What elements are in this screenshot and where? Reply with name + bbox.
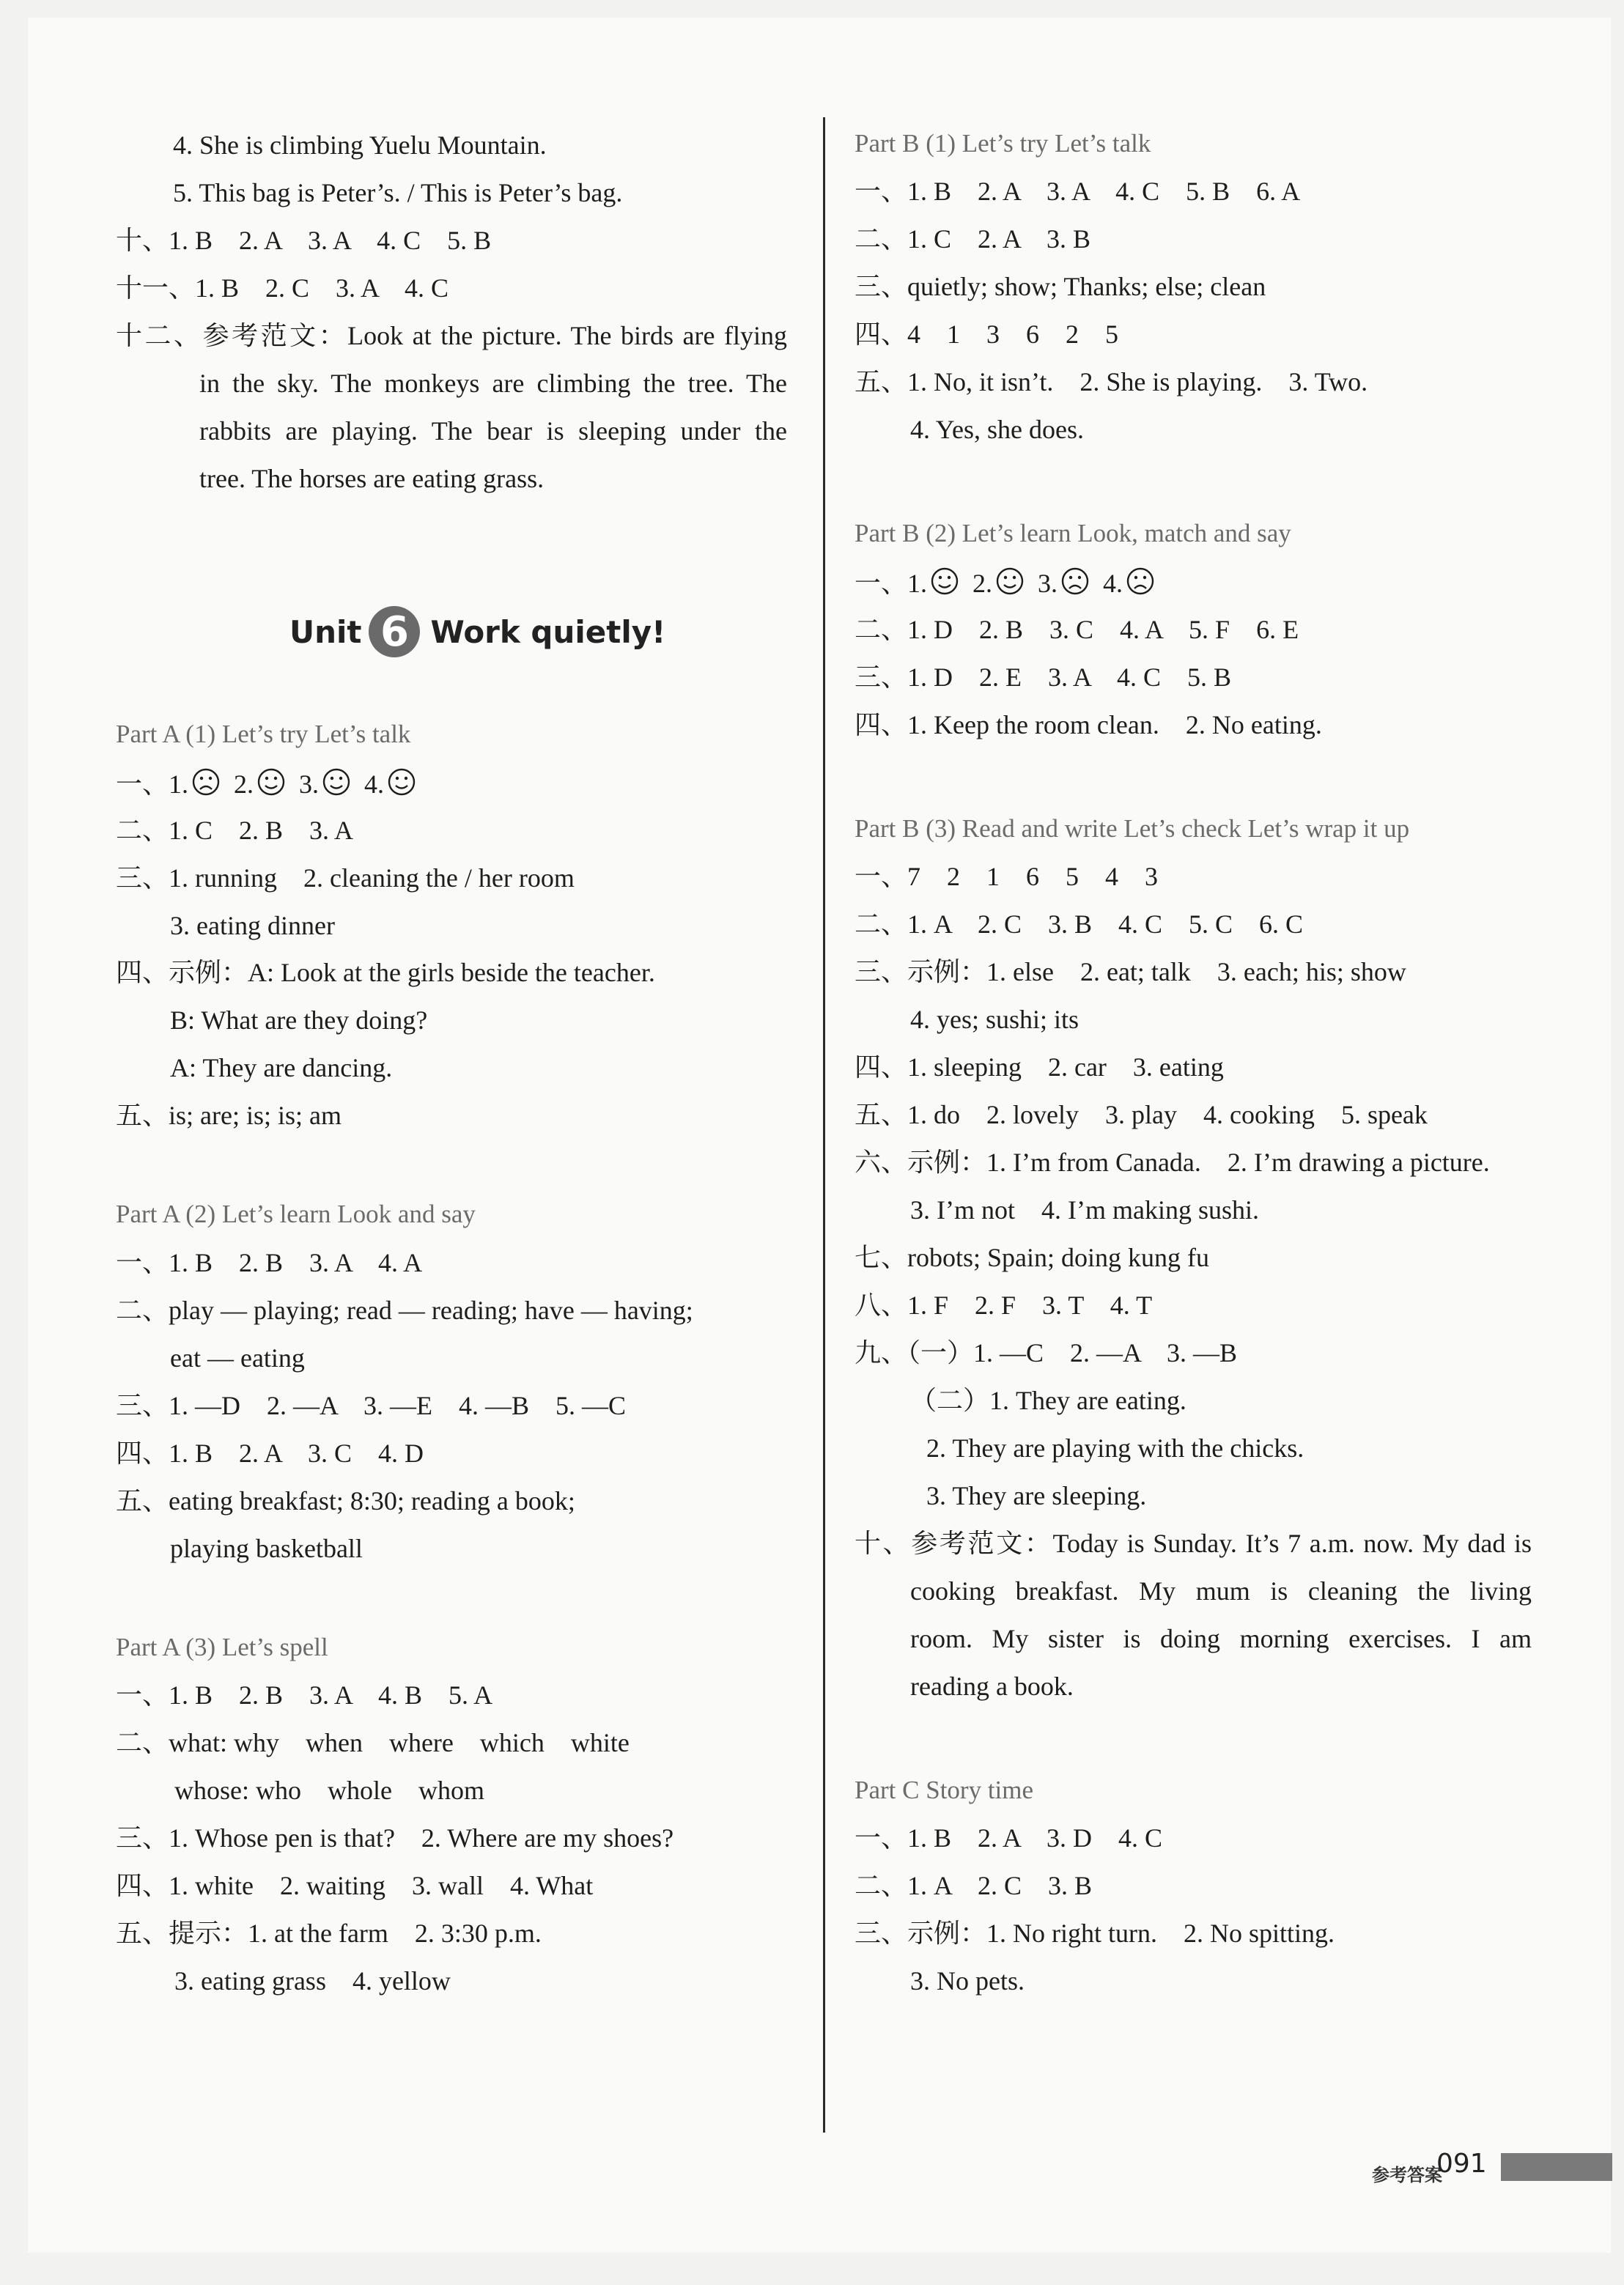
answer-line: 2. They are playing with the chicks.: [926, 1433, 1304, 1463]
section-heading: Part A (1) Let’s try Let’s talk: [116, 720, 411, 748]
answer-line: 三、1. —D 2. —A 3. —E 4. —B 5. —C: [116, 1391, 627, 1420]
answer-line: tree. The horses are eating grass.: [199, 464, 545, 493]
section-heading: Part A (2) Let’s learn Look and say: [116, 1200, 476, 1228]
answer-line: 五、eating breakfast; 8:30; reading a book;: [116, 1486, 575, 1516]
section-heading: Part A (3) Let’s spell: [116, 1633, 328, 1661]
answer-line: 五、is; are; is; is; am: [116, 1101, 342, 1130]
item-number: 4.: [1103, 569, 1123, 598]
answer-line: 3. No pets.: [910, 1966, 1025, 1996]
answer-line: 七、robots; Spain; doing kung fu: [855, 1243, 1209, 1272]
smiley-face-icon: [322, 767, 351, 806]
item-number: 3.: [1038, 569, 1058, 598]
unit-title: [289, 602, 665, 661]
item-number: 1.: [169, 769, 189, 799]
answer-line: 五、提示：1. at the farm 2. 3:30 p.m.: [116, 1919, 542, 1948]
answer-line: 二、play — playing; read — reading; have — having;: [116, 1296, 693, 1325]
question-number: 一、: [116, 769, 169, 799]
answer-line: 十一、1. B 2. C 3. A 4. C: [116, 273, 449, 303]
page-number: 091: [1436, 2149, 1487, 2179]
footer-label: 参考答案: [1372, 2165, 1442, 2185]
answer-line: playing basketball: [170, 1534, 363, 1563]
answer-line: 3. I’m not 4. I’m making sushi.: [910, 1195, 1259, 1225]
answer-line: whose: who whole whom: [174, 1776, 484, 1805]
answer-line: 四、1. white 2. waiting 3. wall 4. What: [116, 1871, 594, 1900]
answer-line: （二）1. They are eating.: [910, 1386, 1186, 1415]
answer-line: 4. yes; sushi; its: [910, 1005, 1079, 1034]
answer-line: 四、1. B 2. A 3. C 4. D: [116, 1439, 424, 1468]
face-answer-line: [855, 565, 1168, 605]
answer-line: 五、1. do 2. lovely 3. play 4. cooking 5. speak: [855, 1100, 1428, 1129]
item-number: 1.: [907, 569, 928, 598]
answer-line: 三、1. Whose pen is that? 2. Where are my shoes?: [116, 1823, 674, 1853]
item-number: 3.: [299, 769, 320, 799]
answer-line: 三、示例：1. No right turn. 2. No spitting.: [855, 1919, 1335, 1948]
unit-name: Work quietly!: [430, 613, 666, 650]
answer-line: 3. eating grass 4. yellow: [174, 1966, 451, 1996]
item-number: 4.: [364, 769, 385, 799]
sad-face-icon: [191, 767, 221, 806]
answer-line: 四、示例：A: Look at the girls beside the teacher.: [116, 958, 655, 987]
answer-line: 四、1. Keep the room clean. 2. No eating.: [855, 710, 1322, 739]
answer-line: 二、1. C 2. B 3. A: [116, 816, 354, 845]
answer-line: 四、4 1 3 6 2 5: [855, 320, 1119, 349]
answer-line: 四、1. sleeping 2. car 3. eating: [855, 1052, 1224, 1082]
answer-line: 五、1. No, it isn’t. 2. She is playing. 3. Two.: [855, 367, 1368, 396]
unit-word: Unit: [289, 613, 362, 650]
answer-line: rabbits are playing. The bear is sleeping under the: [199, 416, 787, 446]
item-number: 2.: [972, 569, 993, 598]
question-number: 一、: [855, 569, 908, 598]
answer-line: 4. She is climbing Yuelu Mountain.: [173, 130, 547, 160]
answer-line: 三、quietly; show; Thanks; else; clean: [855, 272, 1266, 301]
answer-line: 十二、参考范文：Look at the picture. The birds are flying: [116, 321, 787, 350]
smiley-face-icon: [995, 566, 1025, 605]
answer-line: 一、7 2 1 6 5 4 3: [855, 862, 1159, 891]
footer-bar: [1501, 2153, 1612, 2181]
smiley-face-icon: [387, 767, 416, 806]
section-heading: Part C Story time: [855, 1776, 1034, 1804]
answer-line: reading a book.: [910, 1672, 1074, 1701]
answer-line: 一、1. B 2. B 3. A 4. A: [116, 1248, 423, 1277]
answer-line: in the sky. The monkeys are climbing the tree. The: [199, 369, 787, 398]
answer-line: 一、1. B 2. A 3. A 4. C 5. B 6. A: [855, 177, 1301, 206]
item-number: 2.: [234, 769, 254, 799]
answer-line: 3. eating dinner: [170, 911, 335, 940]
answer-line: 二、1. D 2. B 3. C 4. A 5. F 6. E: [855, 615, 1299, 644]
answer-line: 3. They are sleeping.: [926, 1481, 1147, 1510]
sad-face-icon: [1060, 566, 1090, 605]
section-heading: Part B (1) Let’s try Let’s talk: [855, 129, 1151, 158]
answer-line: 三、1. D 2. E 3. A 4. C 5. B: [855, 662, 1232, 692]
answer-line: 二、1. A 2. C 3. B: [855, 1871, 1093, 1900]
smiley-face-icon: [930, 566, 959, 605]
answer-line: 一、1. B 2. B 3. A 4. B 5. A: [116, 1680, 493, 1710]
answer-line: 十、参考范文：Today is Sunday. It’s 7 a.m. now. My dad is: [855, 1529, 1532, 1558]
answer-line: 一、1. B 2. A 3. D 4. C: [855, 1823, 1163, 1853]
answer-line: A: They are dancing.: [170, 1053, 393, 1082]
answer-line: B: What are they doing?: [170, 1005, 428, 1035]
answer-line: 4. Yes, she does.: [910, 415, 1085, 444]
section-heading: Part B (2) Let’s learn Look, match and say: [855, 519, 1291, 547]
section-heading: Part B (3) Read and write Let’s check Let’s wrap it up: [855, 814, 1410, 843]
answer-line: 六、示例：1. I’m from Canada. 2. I’m drawing a picture.: [855, 1148, 1490, 1177]
answer-line: 二、1. A 2. C 3. B 4. C 5. C 6. C: [855, 909, 1304, 939]
answer-line: 三、1. running 2. cleaning the / her room: [116, 863, 575, 893]
answer-line: 5. This bag is Peter’s. / This is Peter’s bag.: [173, 178, 623, 207]
answer-line: 三、示例：1. else 2. eat; talk 3. each; his; show: [855, 957, 1406, 986]
answer-line: 十、1. B 2. A 3. A 4. C 5. B: [116, 226, 492, 255]
answer-line: 二、1. C 2. A 3. B: [855, 224, 1091, 254]
face-answer-line: [116, 766, 429, 806]
answer-line: 九、（一）1. —C 2. —A 3. —B: [855, 1338, 1238, 1367]
answer-line: eat — eating: [170, 1343, 305, 1373]
sad-face-icon: [1126, 566, 1155, 605]
column-divider: [823, 117, 825, 2133]
smiley-face-icon: [256, 767, 286, 806]
unit-number-badge: 6: [369, 606, 420, 657]
answer-line: 八、1. F 2. F 3. T 4. T: [855, 1291, 1153, 1320]
answer-line: 二、what: why when where which white: [116, 1728, 630, 1757]
answer-line: room. My sister is doing morning exercises. I am: [910, 1624, 1532, 1653]
answer-line: cooking breakfast. My mum is cleaning the living: [910, 1576, 1532, 1606]
